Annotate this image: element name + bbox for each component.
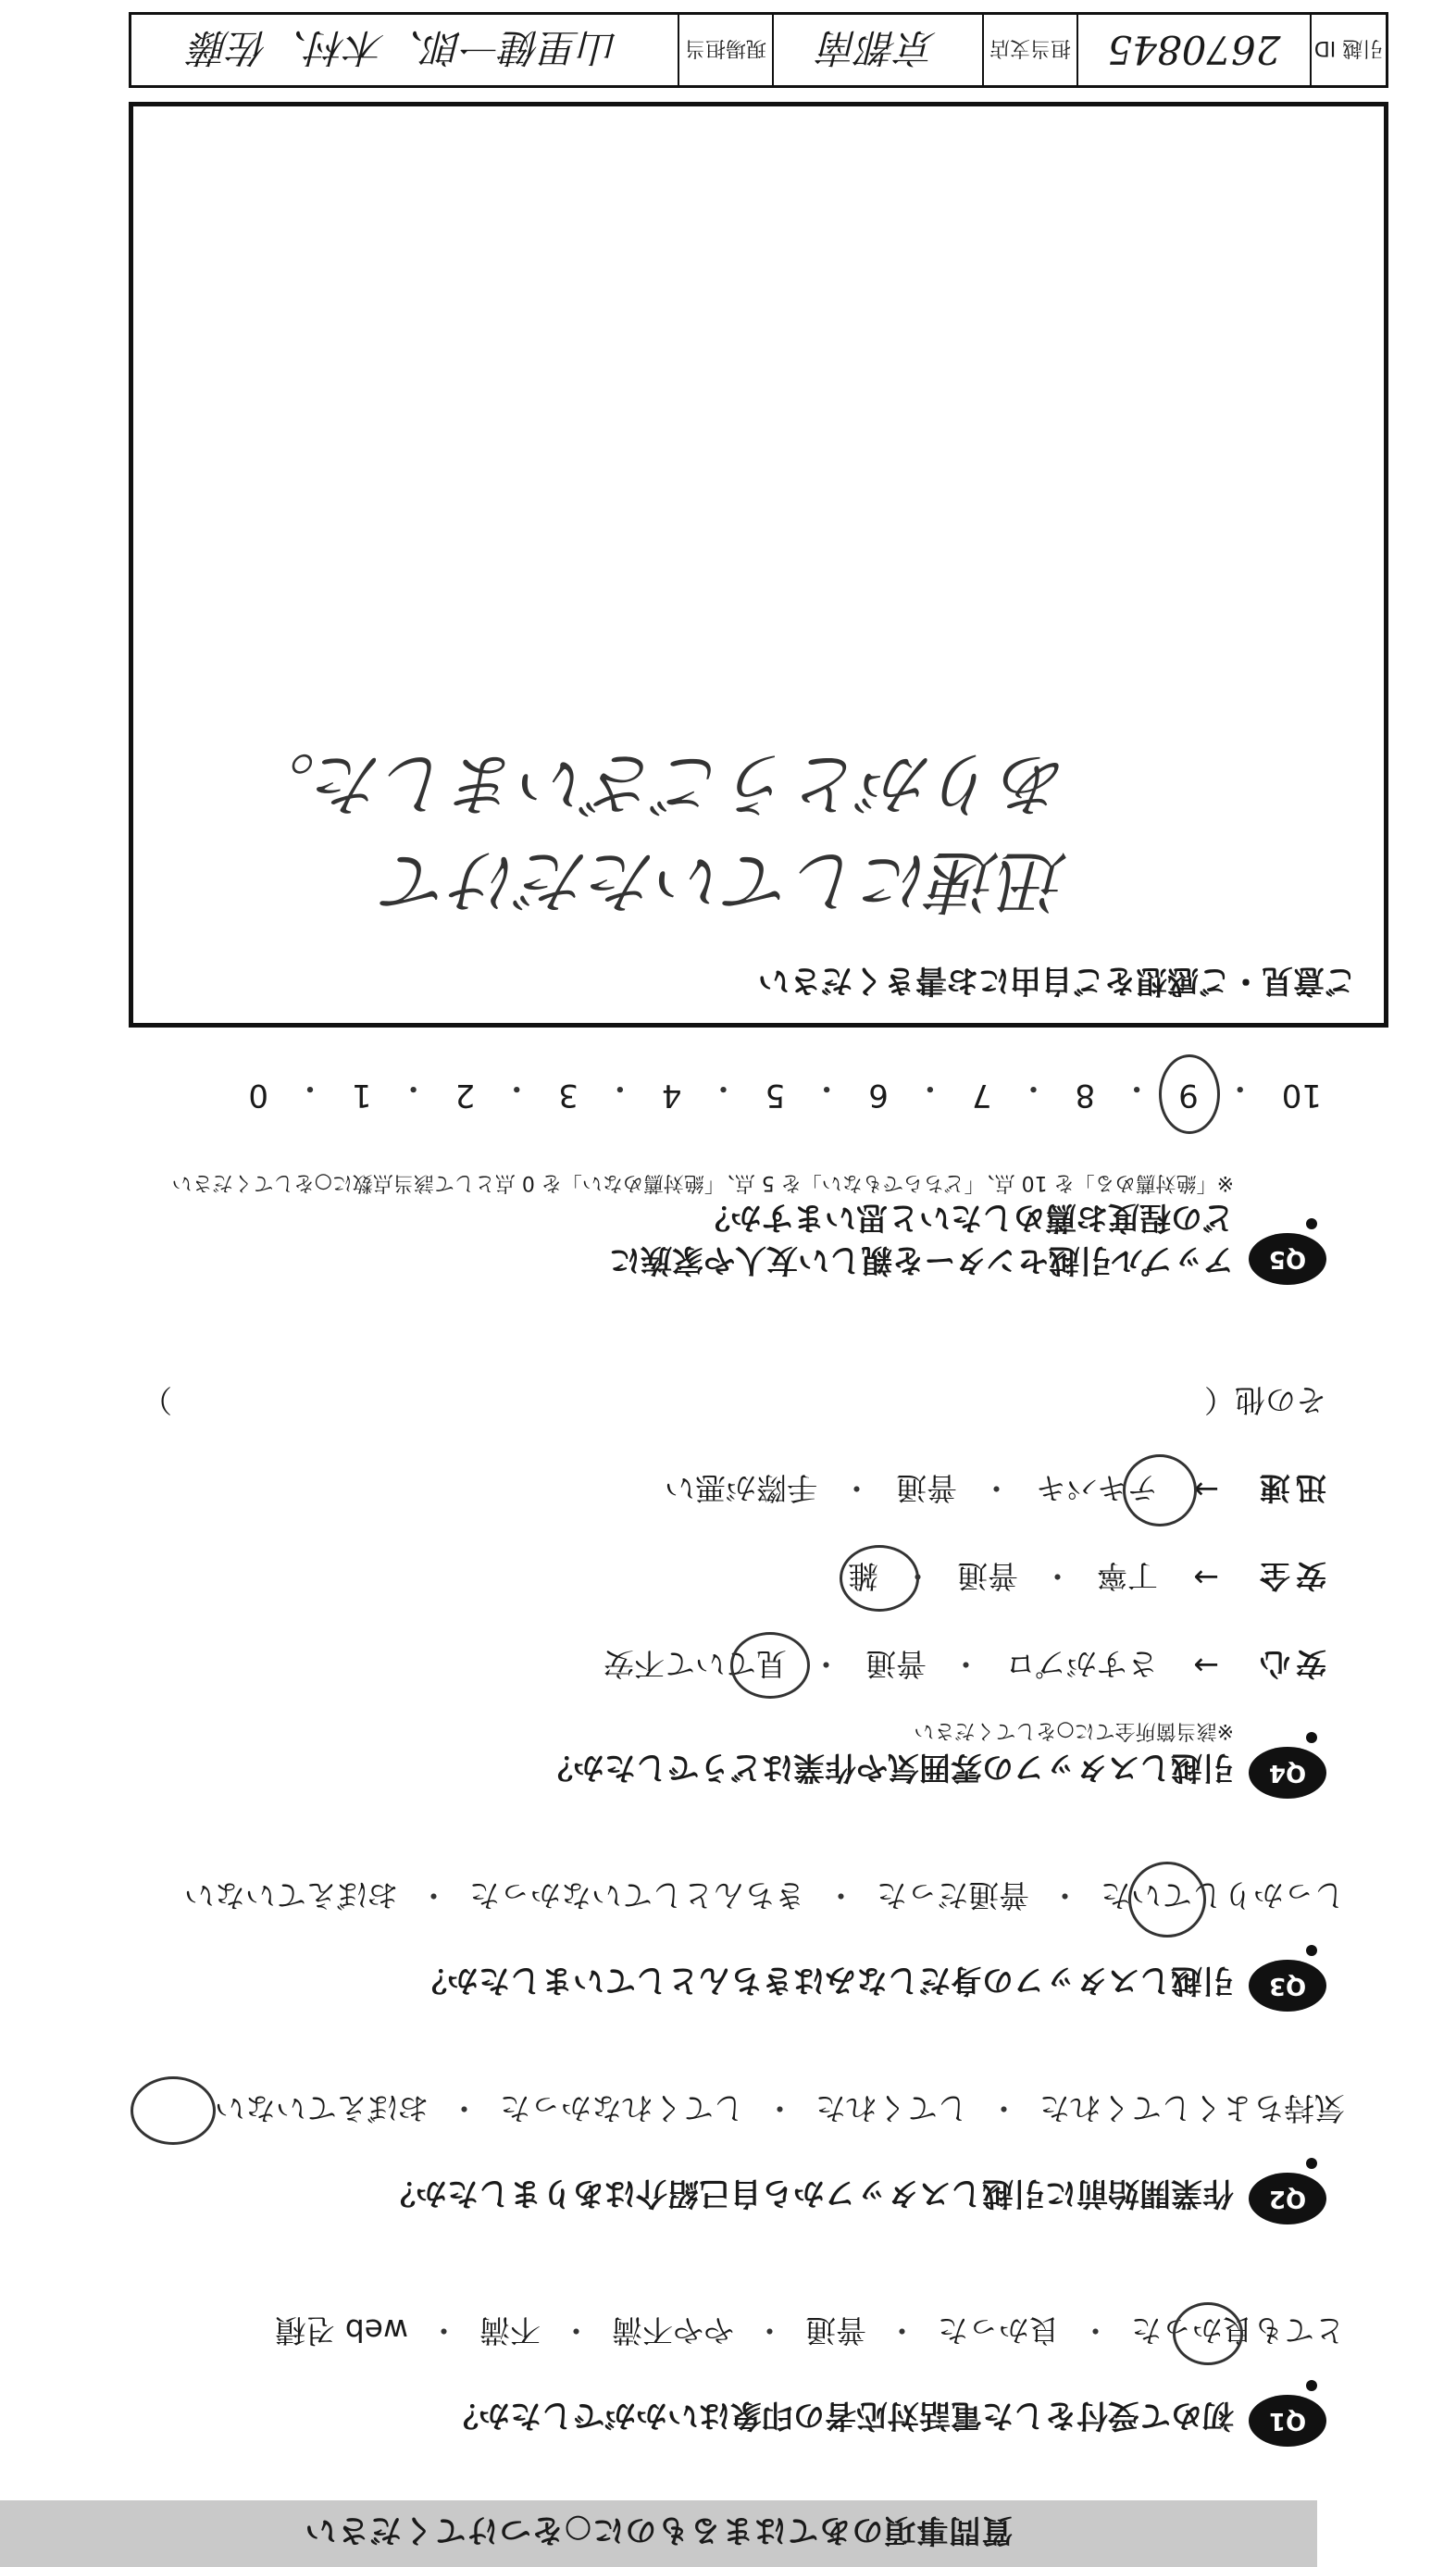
comment-title: ご意見・ご感想をご自由にお書きください (758, 962, 1356, 999)
handwritten-comment-line1: 迅速にしていただけて (384, 841, 1069, 920)
q2-option[interactable]: してくれなかった (500, 2090, 744, 2126)
q3-option[interactable]: おぼえていない (184, 1877, 398, 1913)
branch-value-cell (772, 15, 982, 85)
q4-option[interactable]: 普通 (957, 1558, 1018, 1594)
q4-option[interactable]: テキパキ (1036, 1470, 1158, 1506)
q4-row-label: 迅速 (1254, 1470, 1326, 1506)
q5-selection-circle (1159, 1054, 1220, 1134)
q5-title-line1: アップル引越センターを親しい友人や家族に (609, 1241, 1234, 1278)
q4-row-anzen: 安全 → 丁寧 ・ 普通 ・ 雑 (848, 1556, 1326, 1600)
q1-option[interactable]: 不満 (479, 2312, 541, 2349)
q5-score[interactable]: 1 (351, 1077, 372, 1114)
q4-other-label: その他（ (1204, 1382, 1326, 1418)
q4-row-anshin: 安心 → さすがプロ ・ 普通 ・ 見ていて不安 (604, 1644, 1326, 1688)
q5-score[interactable]: 10 (1281, 1077, 1322, 1114)
id-label-cell (1310, 15, 1386, 85)
q4-option[interactable]: 普通 (865, 1646, 927, 1682)
q4-option[interactable]: さすがプロ (1005, 1646, 1158, 1682)
q4-option[interactable]: 手際が悪い (665, 1470, 817, 1506)
id-value-cell (1076, 15, 1310, 85)
instruction-text: 質問事項のあてはまるものに○をつけてください (304, 2511, 1014, 2549)
staff-label: 現場担当 (685, 36, 767, 60)
q4-option[interactable]: 普通 (896, 1470, 957, 1506)
q1-id: Q1 (1268, 2407, 1307, 2435)
q5-score[interactable]: 0 (248, 1077, 268, 1114)
q3-option[interactable]: 普通だった (877, 1877, 1029, 1913)
q1-title: 初めて受付をした電話対応者の印象はいかがでしたか？ (447, 2397, 1234, 2434)
q5-score[interactable]: 4 (661, 1077, 682, 1114)
q1-option[interactable]: やや不満 (612, 2312, 734, 2349)
q2-id: Q2 (1268, 2185, 1307, 2212)
q2-option[interactable]: してくれた (815, 2090, 968, 2126)
q1-selection-circle (1173, 2302, 1243, 2365)
q3-selection-circle (1128, 1862, 1206, 1938)
q1-option[interactable]: とても良かった (1131, 2312, 1345, 2349)
q5-score[interactable]: 2 (454, 1077, 476, 1114)
arrow-right-icon: → (1193, 1648, 1219, 1684)
handwritten-comment-line2: ありがとうございました。 (247, 743, 1069, 823)
q3-options: しっかりしていた ・ 普通だった ・ きちんとしていなかった ・ おぼえていない (184, 1875, 1345, 1919)
branch-label-cell (982, 15, 1076, 85)
id-value: 2670845 (1107, 27, 1281, 73)
q5-score[interactable]: 8 (1075, 1077, 1096, 1114)
q3-badge (1249, 1960, 1326, 2012)
q4-row-label: 安全 (1254, 1558, 1326, 1594)
q2-option[interactable]: 気持ちよくしてくれた (1039, 2090, 1345, 2126)
q3-option[interactable]: しっかりしていた (1101, 1877, 1345, 1913)
staff-value-cell (131, 15, 678, 85)
q4-row-jinsoku: 迅速 → テキパキ ・ 普通 ・ 手際が悪い (665, 1468, 1326, 1512)
q5-badge (1249, 1233, 1326, 1285)
id-table (129, 12, 1388, 88)
q3-option[interactable]: きちんとしていなかった (469, 1877, 805, 1913)
q2-selection-circle (131, 2076, 216, 2145)
q4-anzen-circle (840, 1545, 919, 1612)
q4-row-label: 安心 (1254, 1646, 1326, 1682)
q2-options: 気持ちよくしてくれた ・ してくれた ・ してくれなかった ・ おぼえていない (215, 2088, 1345, 2132)
q5-score[interactable]: 7 (971, 1077, 992, 1114)
q5-scale: 10 ・ 9 ・ 8 ・ 7 ・ 6 ・ 5 ・ 4 ・ 3 ・ 2 ・ 1 ・ 0 (248, 1069, 1322, 1114)
q4-other-close: ） (142, 1382, 172, 1418)
q1-option[interactable]: 良かった (938, 2312, 1060, 2349)
id-label: 引越 ID (1313, 36, 1384, 60)
q5-title-line2: どの程度お薦めしたいと思いますか？ (699, 1199, 1234, 1236)
q4-option[interactable]: 雑 (848, 1558, 878, 1594)
q5-id: Q5 (1268, 1245, 1307, 1273)
q4-option[interactable]: 見ていて不安 (604, 1646, 787, 1682)
q4-note: ※該当箇所全てに○をしてください (914, 1719, 1234, 1742)
q5-score[interactable]: 3 (558, 1077, 579, 1114)
q2-badge (1249, 2173, 1326, 2224)
comment-box[interactable] (129, 102, 1388, 1028)
q5-score[interactable]: 6 (868, 1077, 889, 1114)
q4-title: 引越しスタッフの雰囲気や作業はどうでしたか？ (541, 1749, 1234, 1786)
q3-title: 引越しスタッフの身だしなみはきちんとしていましたか？ (416, 1962, 1234, 1999)
q4-id: Q4 (1268, 1759, 1307, 1787)
q5-score[interactable]: 9 (1178, 1077, 1199, 1114)
q1-badge (1249, 2395, 1326, 2447)
q4-badge (1249, 1747, 1326, 1799)
staff-label-cell (678, 15, 772, 85)
instruction-banner (0, 2500, 1317, 2567)
q3-id: Q3 (1268, 1972, 1307, 2000)
q4-option[interactable]: 丁寧 (1097, 1558, 1158, 1594)
branch-label: 担当支店 (989, 36, 1072, 60)
q5-score[interactable]: 5 (765, 1077, 786, 1114)
q2-title: 作業開始前に引越しスタッフから自己紹介はありましたか？ (384, 2174, 1234, 2212)
q5-note: ※「絶対薦める」を 10 点、「どちらでもない」を 5 点、「絶対薦めない」を 0 点として該当点数に○をしてください (171, 1171, 1234, 1194)
q4-other (105, 1380, 1326, 1424)
branch-value: 京都南 (819, 25, 937, 70)
q1-options: とても良かった ・ 良かった ・ 普通 ・ やや不満 ・ 不満 ・ web 견積 (275, 2311, 1345, 2354)
q2-option[interactable]: おぼえていない (215, 2090, 429, 2126)
q1-option[interactable]: 普通 (805, 2312, 866, 2349)
arrow-right-icon: → (1193, 1560, 1219, 1596)
q4-jinsoku-circle (1123, 1454, 1197, 1526)
q4-anshin-circle (730, 1632, 810, 1699)
q1-option[interactable]: web 견積 (275, 2312, 408, 2349)
arrow-right-icon: → (1193, 1472, 1219, 1508)
staff-value: 山里健一郎、木村、佐藤 (191, 25, 619, 70)
